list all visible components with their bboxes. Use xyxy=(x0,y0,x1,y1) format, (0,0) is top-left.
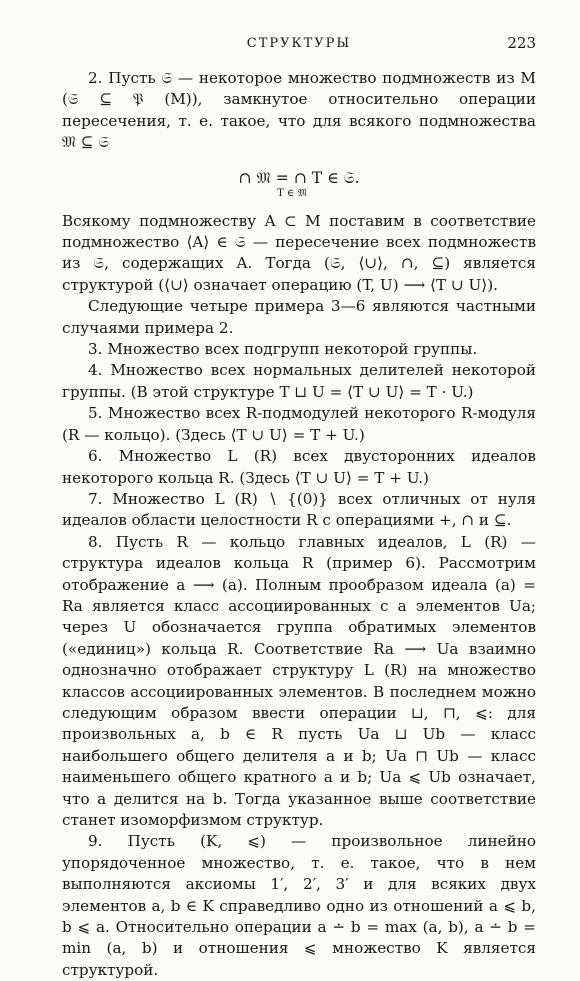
paragraph-example-3: 3. Множество всех подгрупп некоторой группы. xyxy=(88,340,478,359)
page-header xyxy=(62,34,536,56)
running-title: СТРУКТУРЫ xyxy=(246,36,352,51)
paragraph-structure-def: Всякому подмножеству A ⊂ M поставим в соответствие подмножество ⟨A⟩ ∈ 𝔖 — пересечение всех подмножеств из 𝔖, содержащих A. Тогда (𝔖, ⟨∪⟩, ∩, ⊆) является структурой (⟨∪⟩ означает операцию (T, U) ⟶ ⟨T ∪ U⟩). xyxy=(62,211,536,294)
paragraph-example-6: 6. Множество L (R) всех двусторонних идеалов некоторого кольца R. (Здесь ⟨T ∪ U⟩ = T + U.) xyxy=(62,447,536,487)
paragraph-example-9: 9. Пусть (K, ⩽) — произвольное линейно упорядоченное множество, т. е. такое, что в нем выполняются аксиомы 1′, 2′, 3′ и для всяких двух элементов a, b ∈ K справедливо одно из отношений a ⩽ b, b ⩽ a. Относительно операции a ∸ b = max (a, b), a ∸ b = min (a, b) и отношения ⩽ множество K является структурой. xyxy=(62,832,536,979)
paragraph-example-7: 7. Множество L (R) ∖ {(0)} всех отличных от нуля идеалов области целостности R с операциями +, ∩ и ⊆. xyxy=(62,489,536,530)
display-formula xyxy=(62,168,536,199)
formula-main: ∩ 𝔐 = ∩ T ∈ 𝔖. xyxy=(238,168,360,187)
formula-subscript: T ∈ 𝔐 xyxy=(277,187,307,199)
paragraph-example-8: 8. Пусть R — кольцо главных идеалов, L (R) — структура идеалов кольца R (пример 6). Рассмотрим отображение a ⟶ (a). Полным прообразом идеала (a) = Ra является класс ассоциированных с a элементов Ua; через U обозначается группа обратимых элементов («единиц») кольца R. Соответствие Ra ⟶ Ua взаимно однозначно отображает структуру L (R) на множество классов ассоциированных элементов. В последнем можно следующим образом ввести операции ⊔, ⊓, ⩽: для произвольных a, b ∈ R пусть Ua ⊔ Ub — класс наибольшего общего делителя a и b; Ua ⊓ Ub — класс наименьшего общего кратного a и b; Ua ⩽ Ub означает, что a делится на b. Тогда указанное выше соответствие станет изоморфизмом структур. xyxy=(62,532,536,829)
page-number: 223 xyxy=(507,34,536,52)
page-body xyxy=(62,68,536,981)
paragraph-special-cases: Следующие четыре примера 3—6 являются частными случаями примера 2. xyxy=(62,297,536,337)
paragraph-example-4: 4. Множество всех нормальных делителей некоторой группы. (В этой структуре T ⊔ U = ⟨T ∪ U⟩ = T · U.) xyxy=(62,361,536,401)
paragraph-example-5: 5. Множество всех R-подмодулей некоторого R-модуля (R — кольцо). (Здесь ⟨T ∪ U⟩ = T + U.) xyxy=(62,404,536,444)
paragraph-example-2: 2. Пусть 𝔖 — некоторое множество подмножеств из M (𝔖 ⊆ 𝔓 (M)), замкнутое относительно операции пересечения, т. е. такое, что для всякого подмножества 𝔐 ⊆ 𝔖 xyxy=(62,69,536,152)
